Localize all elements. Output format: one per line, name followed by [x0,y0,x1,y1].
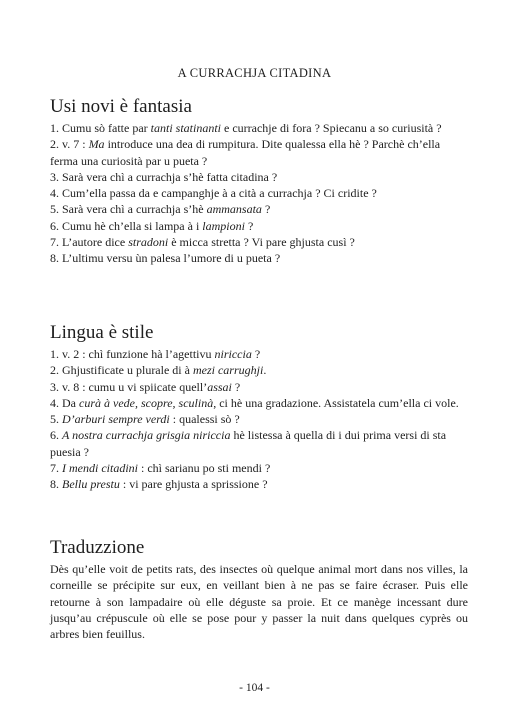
question-item: 6. Cumu hè ch’ella si lampa à i lampioni ? [50,218,254,233]
question-item: 5. Sarà vera chì a currachja s’hè ammansata ? [50,202,271,217]
italic-term: stradoni [128,235,169,250]
section-heading-lingua-stile: Lingua è stile [50,322,154,343]
italic-term: lampioni [202,218,245,233]
question-item: 6. A nostra currachja grisgia niriccia hè listessa à quella di i dui prima versi di sta puesia ? [50,428,447,459]
italic-term: Bellu prestu [62,477,120,492]
italic-term: A nostra currachja grisgia niriccia [62,428,231,443]
italic-term: Ma [88,137,105,152]
question-item: 3. Sarà vera chì a currachja s’hè fatta citadina ? [50,169,278,184]
italic-term: tanti statinanti [150,121,221,135]
section-heading-traduzzione: Traduzzione [50,537,145,558]
questions-lingua-stile [50,346,468,493]
italic-term: ammansata [206,202,262,217]
question-item: 8. L’ultimu versu ùn palesa l’umore di u pueta ? [50,251,281,266]
question-item: 4. Da curà à vede, scopre, sculinà, ci hè una gradazione. Assistatela cum’ella ci vole. [50,395,459,410]
question-item: 8. Bellu prestu : vi pare ghjusta a sprissione ? [50,477,268,492]
section-heading-usi-novi: Usi novi è fantasia [50,96,192,117]
question-item: 2. v. 7 : Ma introduce una dea di rumpitura. Dite qualessa ella hè ? Parchè ch’ella ferma una curiosità par u pueta ? [50,137,441,168]
question-item: 1. Cumu sò fatte par tanti statinanti e currachje di fora ? Spiecanu a so curiusità ? [50,121,442,135]
italic-term: à vede, scopre, sculinà [104,395,214,410]
italic-term: mezi carrughji [192,363,264,378]
italic-term: D’arburi sempre verdi [62,412,170,427]
questions-usi-novi [50,120,468,267]
italic-term: niriccia [214,347,252,361]
question-item: 5. D’arburi sempre verdi : qualessi sò ? [50,412,240,427]
question-item: 7. I mendi citadini : chì sarianu po sti mendi ? [50,461,271,476]
italic-term: assai [207,379,232,394]
italic-term: curà [79,395,101,410]
question-item: 7. L’autore dice stradoni è micca stretta ? Vi pare ghjusta cusì ? [50,235,355,250]
question-item: 3. v. 8 : cumu u vi spiicate quell’assai ? [50,379,241,394]
question-item: 4. Cum’ella passa da e campanghje à a cità a currachja ? Ci cridite ? [50,186,377,201]
page-title: A CURRACHJA CITADINA [177,66,332,80]
page-number: - 104 - [239,682,270,694]
italic-term: I mendi citadini [62,461,138,476]
translation-paragraph: Dès qu’elle voit de petits rats, des insectes où quelque animal mort dans nos villes, la corneille se précipite sur eux, en veillant bien à ne pas se faire écraser. Puis elle retourne à son lampadaire où elle déguste sa proie. Et ce manège incessant dure jusqu’au crépuscule où elle se pose pour y passer la nuit dans quelques cyprès ou arbres bien feuillus. [50,562,468,642]
question-item: 1. v. 2 : chì funzione hà l’agettivu niriccia ? [50,347,261,361]
question-item: 2. Ghjustificate u plurale di à mezi carrughji. [50,363,267,378]
